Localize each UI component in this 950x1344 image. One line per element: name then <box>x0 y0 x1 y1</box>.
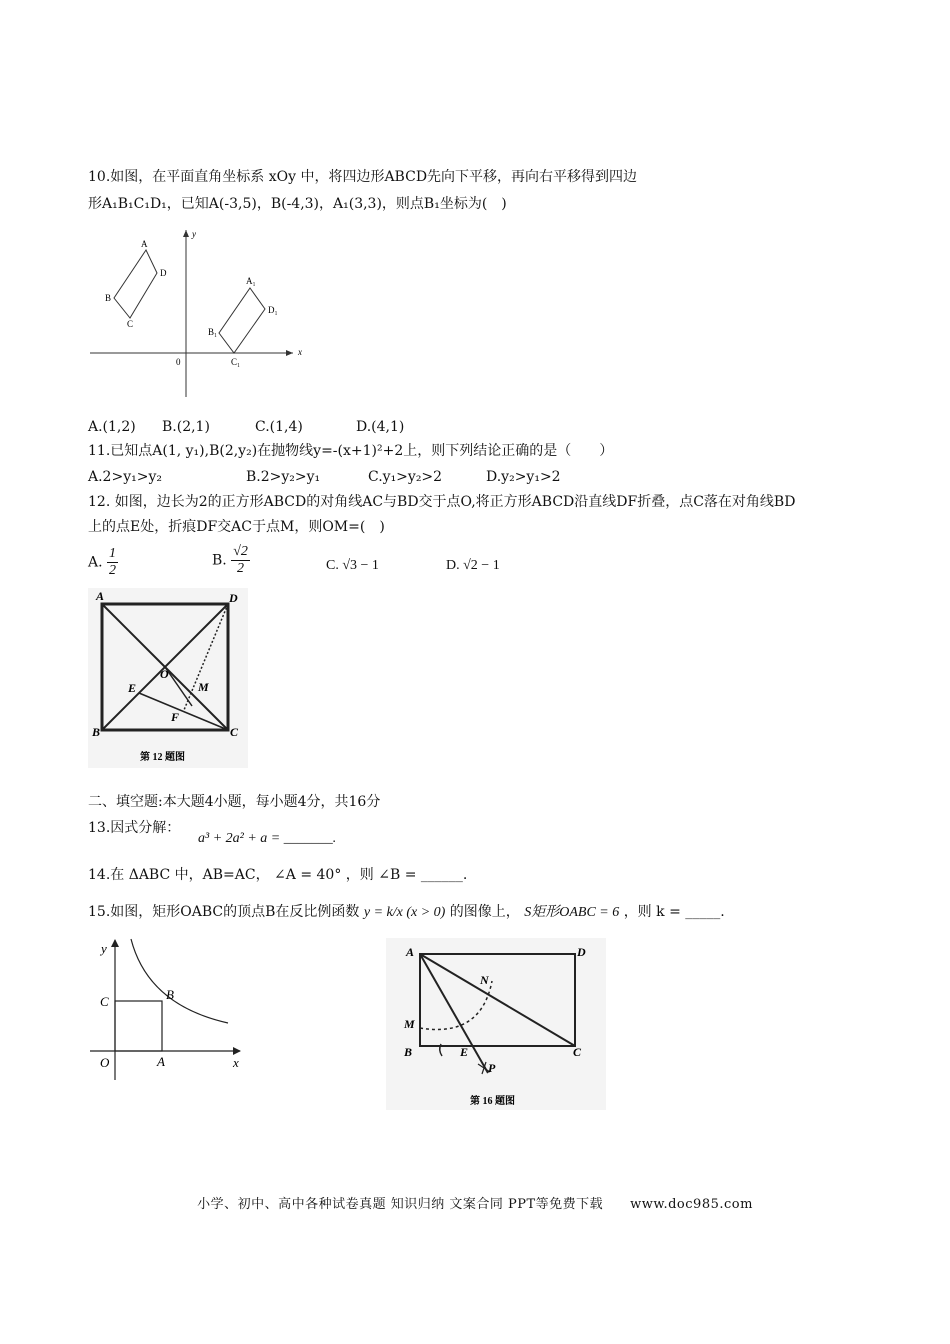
q15-tail: ，则 k = _____. <box>623 904 725 920</box>
q12-option-b-fraction <box>231 544 250 577</box>
label-b: B <box>166 987 174 1002</box>
q12-option-b <box>212 544 250 577</box>
y-axis-arrow <box>183 230 189 237</box>
label-o: O <box>160 667 169 681</box>
label-f: F <box>171 710 180 724</box>
section-2-heading: 二、填空题:本大题4小题，每小题4分，共16分 <box>88 794 381 810</box>
q12-option-a-fraction <box>107 546 118 579</box>
q14-stem: 14.在 ΔABC 中，AB=AC， ∠A = 40° ，则 ∠B = ______. <box>88 867 468 883</box>
label-c: C <box>127 319 134 329</box>
q12-figure <box>88 588 248 768</box>
rectangle-oabc <box>115 1001 162 1051</box>
y-axis-arrow <box>111 939 119 947</box>
label-b1: B₁ <box>208 327 218 337</box>
quad-a1b1c1d1 <box>219 288 265 353</box>
q10-figure <box>88 225 308 400</box>
q15-function: y = k/x (x > 0) <box>363 905 446 920</box>
label-a: A <box>406 945 415 959</box>
origin-label: 0 <box>176 357 181 367</box>
q12-option-d: D. √2 − 1 <box>446 558 500 573</box>
q12-option-a-prefix: A. <box>88 554 103 571</box>
label-m: M <box>198 680 209 694</box>
q12-stem-line1: 12. 如图，边长为2的正方形ABCD的对角线AC与BD交于点O,将正方形ABCD沿直线DF折叠，点C落在对角线BD <box>88 494 796 510</box>
label-b: B <box>404 1045 413 1059</box>
label-a1: A₁ <box>246 276 256 286</box>
q15-suffix: 的图像上， <box>449 904 520 920</box>
label-d: D <box>229 591 238 605</box>
q15-stem <box>88 902 725 923</box>
q10-option-b: B.(2,1) <box>162 419 210 435</box>
label-b: B <box>105 293 112 303</box>
q11-option-c: C.y₁>y₂>2 <box>368 469 443 485</box>
q12-option-c: C. √3 − 1 <box>326 558 379 573</box>
q12-option-b-denominator: 2 <box>237 561 245 576</box>
q10-stem-line2: 形A₁B₁C₁D₁，已知A(-3,5)，B(-4,3)，A₁(3,3)，则点B₁坐标为( ) <box>88 196 507 212</box>
footer-text: 小学、初中、高中各种试卷真题 知识归纳 文案合同 PPT等免费下载 www.doc985.com <box>197 1197 753 1212</box>
q16-figure <box>386 938 606 1110</box>
label-a: A <box>157 1054 165 1069</box>
label-o: O <box>100 1055 110 1070</box>
figure-caption: 第 12 题图 <box>140 752 185 763</box>
q11-stem: 11.已知点A(1, y₁),B(2,y₂)在抛物线y=-(x+1)²+2上，则下列结论正确的是（ ） <box>88 443 614 459</box>
x-axis-label: x <box>298 347 302 357</box>
q12-option-a-numerator: 1 <box>109 546 117 561</box>
label-n: N <box>480 973 489 987</box>
x-axis-arrow <box>286 350 293 356</box>
label-e: E <box>128 681 137 695</box>
q10-option-c: C.(1,4) <box>255 419 303 435</box>
q13-label: 13.因式分解： <box>88 820 181 836</box>
q15-figure <box>88 935 258 1085</box>
q13-expression: a³ + 2a² + a = _______. <box>198 831 337 846</box>
quad-abcd <box>114 250 157 318</box>
q15-prefix: 15.如图，矩形OABC的顶点B在反比例函数 <box>88 904 360 920</box>
q11-option-a: A.2>y₁>y₂ <box>88 469 162 485</box>
label-c: C <box>100 994 109 1009</box>
hyperbola-curve <box>131 939 228 1023</box>
label-d1: D₁ <box>268 305 278 315</box>
label-d: D <box>577 945 586 959</box>
q12-option-a <box>88 546 118 579</box>
x-axis-label: x <box>233 1055 239 1070</box>
q12-option-a-denominator: 2 <box>109 563 117 578</box>
q10-option-a: A.(1,2) <box>88 419 136 435</box>
y-axis-label: y <box>192 229 196 239</box>
q11-option-d: D.y₂>y₁>2 <box>486 469 561 485</box>
label-e: E <box>460 1045 469 1059</box>
label-p: P <box>488 1061 496 1075</box>
label-d: D <box>160 268 167 278</box>
q10-option-d: D.(4,1) <box>356 419 405 435</box>
label-m: M <box>404 1017 415 1031</box>
label-c: C <box>230 725 239 739</box>
label-b: B <box>92 725 101 739</box>
figure-caption: 第 16 题图 <box>470 1096 515 1107</box>
label-c1: C₁ <box>231 357 241 367</box>
q12-option-b-numerator: √2 <box>233 544 248 559</box>
label-a: A <box>96 589 105 603</box>
q11-option-b: B.2>y₂>y₁ <box>246 469 321 485</box>
q12-option-b-prefix: B. <box>212 552 227 569</box>
y-axis-label: y <box>101 941 107 956</box>
q12-stem-line2: 上的点E处，折痕DF交AC于点M，则OM=( ) <box>88 519 385 535</box>
label-a: A <box>141 239 148 249</box>
q10-stem-line1: 10.如图，在平面直角坐标系 xOy 中，将四边形ABCD先向下平移，再向右平移得到四边 <box>88 169 638 185</box>
x-axis-arrow <box>233 1047 241 1055</box>
q15-area: S矩形OABC = 6 <box>524 905 620 920</box>
label-c: C <box>573 1045 582 1059</box>
